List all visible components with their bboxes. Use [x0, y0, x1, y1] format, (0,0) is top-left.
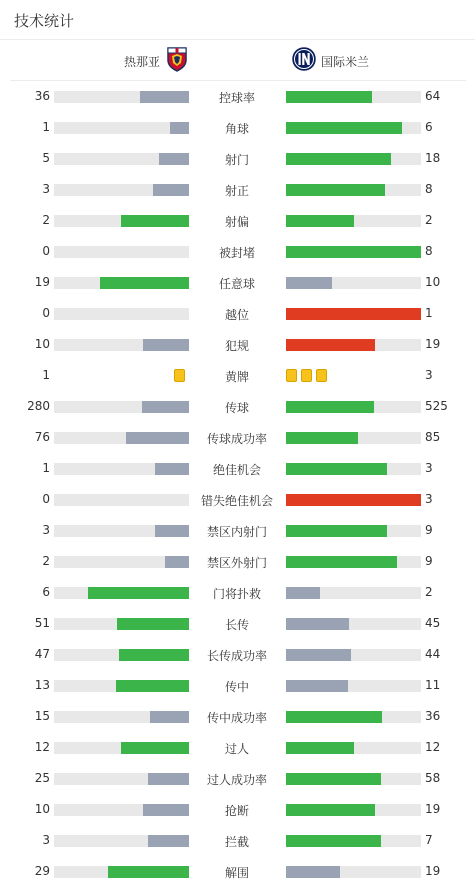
stat-row — [0, 298, 475, 329]
home-stat-bar — [54, 835, 189, 847]
stat-label: 长传成功率 — [206, 649, 267, 663]
home-stat-value: 3 — [42, 833, 50, 847]
stat-label: 射偏 — [224, 215, 249, 229]
away-stat-bar — [286, 587, 421, 599]
away-stat-bar — [286, 339, 421, 351]
stat-row — [0, 515, 475, 546]
home-stat-value: 13 — [34, 678, 50, 692]
home-stat-value: 0 — [42, 492, 50, 506]
away-stat-bar — [286, 556, 421, 568]
home-stat-value: 19 — [34, 275, 50, 289]
stat-label: 门将扑救 — [212, 587, 261, 601]
stat-label: 拦截 — [224, 835, 249, 849]
away-stat-bar — [286, 835, 421, 847]
stat-label: 禁区内射门 — [206, 525, 267, 539]
away-stat-value: 19 — [425, 337, 441, 351]
away-stat-value: 36 — [425, 709, 441, 723]
home-stat-bar — [54, 649, 189, 661]
away-stat-bar — [286, 804, 421, 816]
stat-label: 射门 — [224, 153, 249, 167]
stat-row — [0, 391, 475, 422]
home-stat-bar — [54, 556, 189, 568]
stat-row — [0, 639, 475, 670]
home-stat-value: 2 — [42, 554, 50, 568]
home-stat-bar — [54, 401, 189, 413]
away-stat-value: 10 — [425, 275, 441, 289]
away-stat-value: 3 — [425, 492, 433, 506]
home-stat-value: 0 — [42, 306, 50, 320]
home-stat-value: 29 — [34, 864, 50, 878]
home-stat-value: 1 — [42, 368, 50, 382]
away-stat-bar-fill — [286, 866, 340, 878]
away-stat-bar-fill — [286, 649, 351, 661]
stat-label: 绝佳机会 — [212, 463, 261, 477]
home-stat-bar-fill — [119, 649, 189, 661]
away-stat-bar — [286, 680, 421, 692]
away-stat-bar — [286, 432, 421, 444]
stat-row — [0, 577, 475, 608]
away-stat-bar — [286, 711, 421, 723]
team-header — [10, 41, 466, 81]
away-stat-bar-fill — [286, 463, 387, 475]
stat-row — [0, 763, 475, 794]
stat-row — [0, 174, 475, 205]
home-stat-bar-fill — [108, 866, 189, 878]
home-stat-bar-fill — [121, 742, 189, 754]
home-stat-value: 280 — [27, 399, 50, 413]
away-stat-value: 7 — [425, 833, 433, 847]
home-stat-bar — [54, 525, 189, 537]
home-stat-bar-fill — [155, 525, 189, 537]
home-team-name: 热那亚 — [123, 54, 160, 69]
yellow-card-icon — [301, 369, 312, 382]
home-team[interactable] — [124, 48, 188, 74]
stat-label: 黄牌 — [224, 370, 249, 384]
away-stat-bar — [286, 246, 421, 258]
away-stat-bar-fill — [286, 339, 375, 351]
home-stat-bar-fill — [100, 277, 189, 289]
stat-label: 传球成功率 — [206, 432, 267, 446]
yellow-card-icon — [316, 369, 327, 382]
away-stat-bar — [286, 153, 421, 165]
away-stat-bar — [286, 308, 421, 320]
home-stat-bar — [54, 866, 189, 878]
away-stat-value: 19 — [425, 802, 441, 816]
home-stat-bar — [54, 587, 189, 599]
home-stat-bar — [54, 308, 189, 320]
away-stat-bar — [286, 494, 421, 506]
away-yellow-cards — [286, 369, 331, 382]
home-stat-value: 10 — [34, 337, 50, 351]
home-stat-value: 36 — [34, 89, 50, 103]
home-stat-bar — [54, 91, 189, 103]
away-stat-bar — [286, 742, 421, 754]
genoa-crest-icon — [166, 46, 188, 76]
away-stat-value: 2 — [425, 585, 433, 599]
away-stat-value: 8 — [425, 182, 433, 196]
home-stat-value: 10 — [34, 802, 50, 816]
stat-row — [0, 453, 475, 484]
home-stat-value: 3 — [42, 523, 50, 537]
away-stat-bar — [286, 91, 421, 103]
home-stat-bar-fill — [148, 773, 189, 785]
home-stat-bar — [54, 277, 189, 289]
away-stat-bar — [286, 401, 421, 413]
stat-row — [0, 205, 475, 236]
home-stat-value: 6 — [42, 585, 50, 599]
away-stat-value: 58 — [425, 771, 441, 785]
stat-row — [0, 267, 475, 298]
home-stat-bar — [54, 804, 189, 816]
home-stat-bar — [54, 463, 189, 475]
home-stat-value: 1 — [42, 120, 50, 134]
home-stat-bar — [54, 122, 189, 134]
away-stat-bar-fill — [286, 153, 391, 165]
away-stat-bar — [286, 277, 421, 289]
away-stat-value: 1 — [425, 306, 433, 320]
away-stat-bar-fill — [286, 742, 354, 754]
stat-row — [0, 825, 475, 856]
away-stat-bar-fill — [286, 773, 381, 785]
stat-row — [0, 670, 475, 701]
away-stat-value: 3 — [425, 461, 433, 475]
stat-row — [0, 608, 475, 639]
stat-row — [0, 484, 475, 515]
away-stat-value: 11 — [425, 678, 441, 692]
away-stat-value: 2 — [425, 213, 433, 227]
stat-row — [0, 360, 475, 391]
home-stat-bar — [54, 773, 189, 785]
away-stat-bar-fill — [286, 401, 374, 413]
inter-crest-icon — [291, 46, 317, 76]
home-stat-bar-fill — [153, 184, 189, 196]
home-stat-value: 12 — [34, 740, 50, 754]
away-stat-value: 525 — [425, 399, 448, 413]
away-stat-bar-fill — [286, 804, 375, 816]
home-stat-bar — [54, 711, 189, 723]
home-stat-bar — [54, 742, 189, 754]
away-stat-value: 64 — [425, 89, 441, 103]
home-stat-bar-fill — [150, 711, 189, 723]
home-stat-bar-fill — [170, 122, 189, 134]
stat-label: 角球 — [224, 122, 249, 136]
home-stat-bar-fill — [155, 463, 189, 475]
away-stat-bar-fill — [286, 246, 421, 258]
away-stat-value: 12 — [425, 740, 441, 754]
stat-row — [0, 112, 475, 143]
page-title: 技术统计 — [14, 12, 75, 30]
home-stat-bar-fill — [117, 618, 189, 630]
away-stat-bar — [286, 184, 421, 196]
stat-label: 过人 — [224, 742, 249, 756]
stat-label: 解围 — [224, 866, 249, 880]
away-stat-value: 44 — [425, 647, 441, 661]
away-stat-bar-fill — [286, 556, 397, 568]
stat-label: 过人成功率 — [206, 773, 267, 787]
home-stat-bar — [54, 153, 189, 165]
home-stat-bar-fill — [165, 556, 189, 568]
away-stat-bar-fill — [286, 184, 385, 196]
away-stat-value: 18 — [425, 151, 441, 165]
stat-label: 传球 — [224, 401, 249, 415]
home-stat-bar — [54, 246, 189, 258]
home-stat-bar-fill — [121, 215, 189, 227]
away-stat-value: 45 — [425, 616, 441, 630]
away-team[interactable] — [291, 48, 369, 74]
stat-row — [0, 546, 475, 577]
away-stat-bar-fill — [286, 711, 382, 723]
away-stat-bar — [286, 122, 421, 134]
stat-row — [0, 732, 475, 763]
stat-row — [0, 143, 475, 174]
home-stat-bar-fill — [143, 339, 189, 351]
home-stat-value: 25 — [34, 771, 50, 785]
home-stat-value: 47 — [34, 647, 50, 661]
home-stat-value: 76 — [34, 430, 50, 444]
away-stat-bar — [286, 215, 421, 227]
home-stat-value: 2 — [42, 213, 50, 227]
stat-row — [0, 236, 475, 267]
home-stat-bar — [54, 339, 189, 351]
home-stat-bar-fill — [116, 680, 189, 692]
stat-label: 长传 — [224, 618, 249, 632]
home-stat-bar — [54, 432, 189, 444]
away-stat-bar-fill — [286, 587, 320, 599]
away-stat-bar — [286, 649, 421, 661]
stat-row — [0, 856, 475, 887]
stat-row — [0, 422, 475, 453]
away-stat-bar-fill — [286, 91, 372, 103]
stat-label: 被封堵 — [218, 246, 255, 260]
home-stat-bar-fill — [159, 153, 189, 165]
home-stat-bar-fill — [126, 432, 189, 444]
home-stat-bar — [54, 184, 189, 196]
away-stat-bar-fill — [286, 835, 381, 847]
stat-label: 传中 — [224, 680, 249, 694]
home-stat-bar-fill — [142, 401, 189, 413]
stat-label: 射正 — [224, 184, 249, 198]
stat-row — [0, 701, 475, 732]
stat-label: 任意球 — [218, 277, 255, 291]
stat-label: 越位 — [224, 308, 249, 322]
away-stat-value: 9 — [425, 523, 433, 537]
away-stat-bar — [286, 866, 421, 878]
away-stat-value: 19 — [425, 864, 441, 878]
home-stat-bar-fill — [143, 804, 189, 816]
away-stat-bar-fill — [286, 122, 402, 134]
stat-label: 传中成功率 — [206, 711, 267, 725]
away-stat-bar-fill — [286, 680, 348, 692]
home-stat-value: 51 — [34, 616, 50, 630]
home-stat-value: 3 — [42, 182, 50, 196]
away-stat-bar-fill — [286, 494, 421, 506]
away-stat-bar-fill — [286, 277, 332, 289]
away-stat-bar-fill — [286, 308, 421, 320]
away-stat-bar-fill — [286, 525, 387, 537]
stat-label: 禁区外射门 — [206, 556, 267, 570]
stat-label: 抢断 — [224, 804, 249, 818]
home-yellow-cards — [174, 369, 189, 382]
away-stat-value: 9 — [425, 554, 433, 568]
yellow-card-icon — [174, 369, 185, 382]
stat-row — [0, 81, 475, 112]
home-stat-bar — [54, 680, 189, 692]
home-stat-value: 15 — [34, 709, 50, 723]
home-stat-value: 1 — [42, 461, 50, 475]
away-stat-bar — [286, 618, 421, 630]
away-stat-value: 3 — [425, 368, 433, 382]
away-stat-bar — [286, 463, 421, 475]
stat-row — [0, 329, 475, 360]
home-stat-bar-fill — [88, 587, 189, 599]
home-stat-bar — [54, 618, 189, 630]
away-stat-value: 85 — [425, 430, 441, 444]
away-team-name: 国际米兰 — [321, 54, 370, 69]
home-stat-bar — [54, 494, 189, 506]
stats-header — [0, 0, 475, 40]
home-stat-value: 0 — [42, 244, 50, 258]
home-stat-bar — [54, 215, 189, 227]
stat-label: 控球率 — [218, 91, 255, 105]
away-stat-bar-fill — [286, 618, 349, 630]
home-stat-value: 5 — [42, 151, 50, 165]
stat-row — [0, 794, 475, 825]
yellow-card-icon — [286, 369, 297, 382]
away-stat-value: 6 — [425, 120, 433, 134]
stat-label: 错失绝佳机会 — [200, 494, 273, 508]
home-stat-bar-fill — [140, 91, 189, 103]
stat-label: 犯规 — [224, 339, 249, 353]
away-stat-bar-fill — [286, 215, 354, 227]
home-stat-bar-fill — [148, 835, 189, 847]
away-stat-value: 8 — [425, 244, 433, 258]
away-stat-bar — [286, 773, 421, 785]
away-stat-bar — [286, 525, 421, 537]
away-stat-bar-fill — [286, 432, 358, 444]
